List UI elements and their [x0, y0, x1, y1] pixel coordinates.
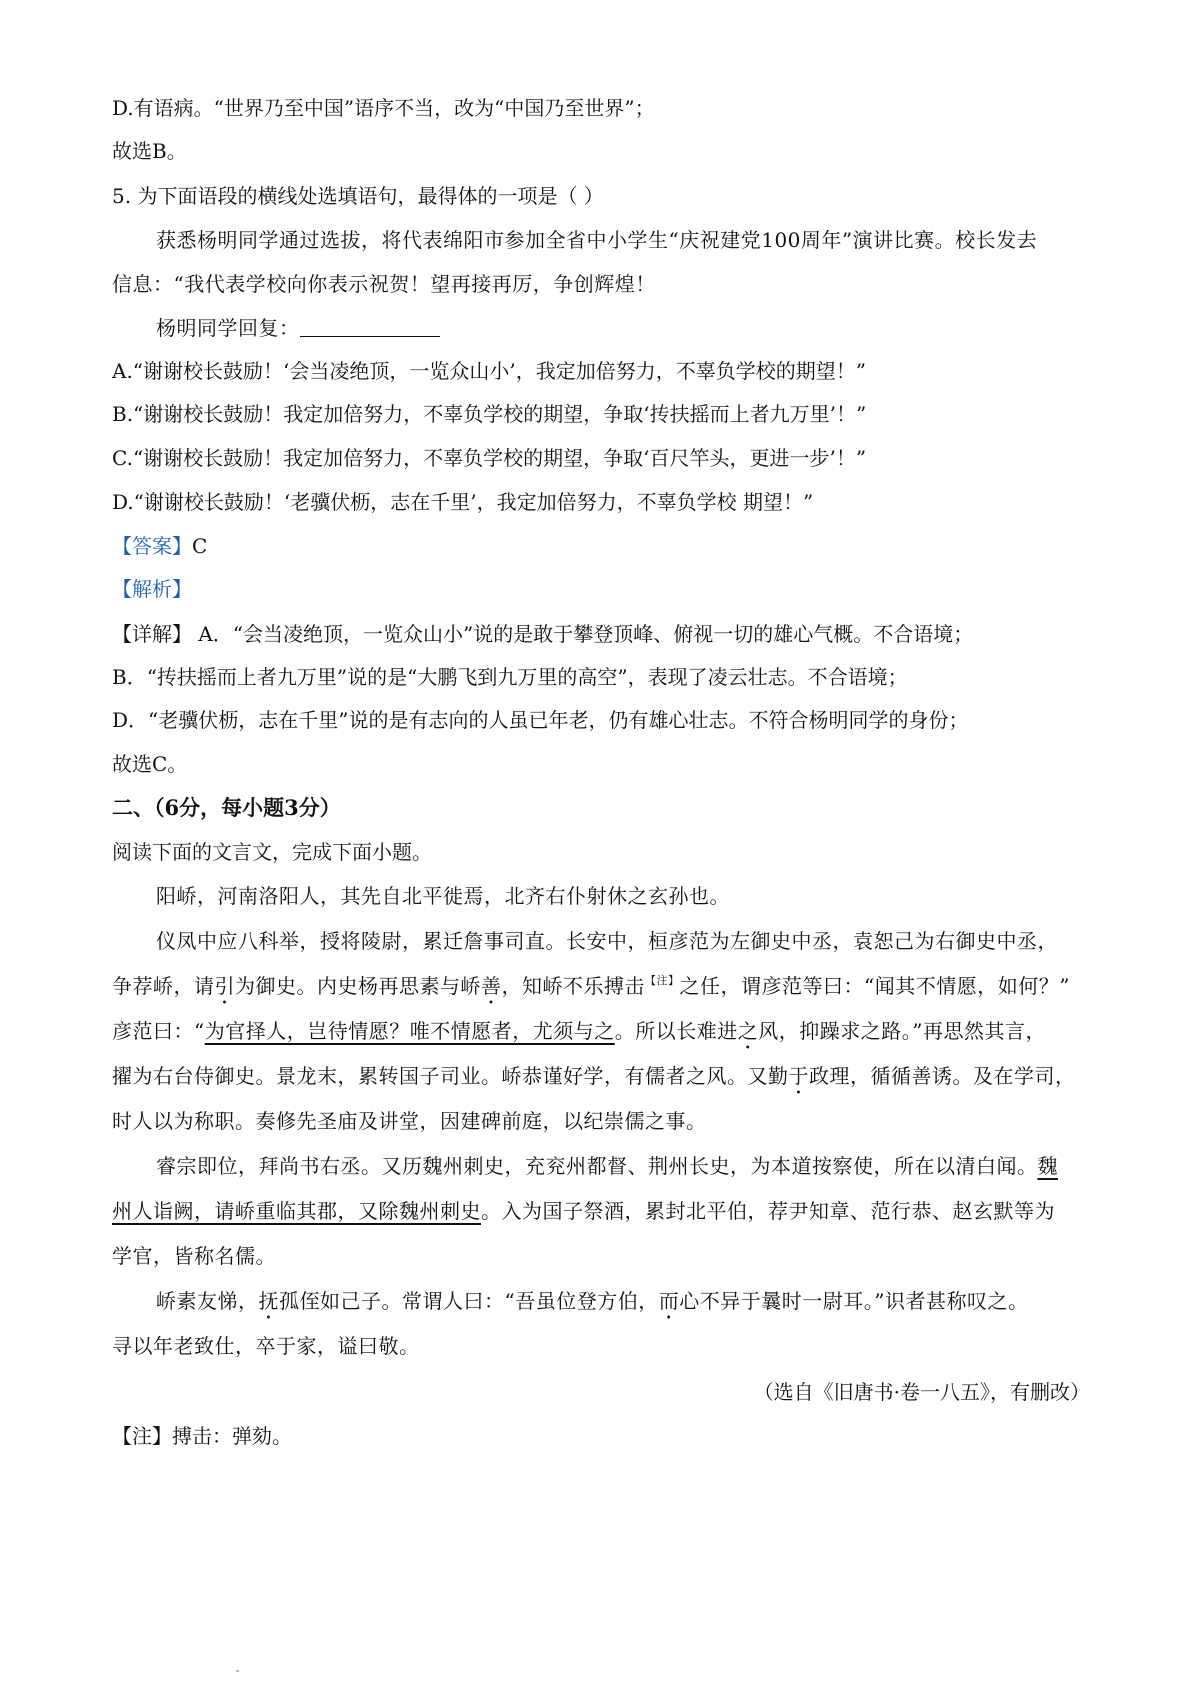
prev-answer-option-d: D.有语病。“世界乃至中国”语序不当，改为“中国乃至世界”；	[112, 96, 655, 120]
classical-p3-line-2	[112, 1197, 1055, 1225]
classical-p2-line-4	[112, 1062, 1076, 1099]
classical-p4-line-1	[156, 1287, 1028, 1324]
text-segment: 之任，谓彦范等曰：“闻其不情愿，如何？”	[679, 974, 1070, 998]
dotted-char-shan: 善	[481, 974, 502, 998]
text-segment: 峤素友悌，	[156, 1289, 259, 1313]
footnote: 【注】搏击：弹劾。	[112, 1424, 292, 1448]
text-segment: 孤侄如己子。常谓人曰：“吾虽位登方伯，	[279, 1289, 659, 1313]
footer-mark	[236, 1670, 239, 1672]
option-d: D.“谢谢校长鼓励！‘老骥伏枥，志在千里’，我定加倍努力，不辜负学校 期望！”	[112, 490, 814, 514]
reply-label: 杨明同学回复：	[156, 316, 300, 340]
detail-a: 【详解】 A．“会当凌绝顶，一览众山小”说的是敢于攀登顶峰、俯视一切的雄心气概。不合语境；	[112, 622, 974, 646]
classical-p1: 阳峤，河南洛阳人，其先自北平徙焉，北齐右仆射休之玄孙也。	[156, 884, 730, 908]
underlined-sentence-start: 魏	[1037, 1154, 1058, 1178]
text-segment: 政理，循循善诱。及在学司，	[809, 1064, 1076, 1088]
text-segment: 睿宗即位，拜尚书右丞。又历魏州刺史，充兖州都督、荆州长史，为本道按察使，所在以清白闻。	[156, 1154, 1038, 1178]
classical-p2-line-2	[112, 972, 1070, 1009]
option-b: B.“谢谢校长鼓励！我定加倍努力，不辜负学校的期望，争取‘抟扶摇而上者九万里’！”	[112, 402, 867, 426]
classical-p2-line-1: 仪凤中应八科举，授将陵尉，累迁詹事司直。长安中，桓彦范为左御史中丞，袁恕己为右御史中丞，	[156, 929, 1058, 953]
question-5-stem: 5. 为下面语段的横线处选填语句，最得体的一项是（ ）	[112, 184, 604, 208]
note-marker: 【注】	[645, 974, 680, 987]
dotted-char-er: 而	[658, 1289, 680, 1313]
text-segment: 擢为右台侍御史。景龙末，累转国子司业。峤恭谨好学，有儒者之风。又勤	[112, 1064, 789, 1088]
question-5-reply	[156, 314, 440, 342]
text-segment: 争荐峤，请	[112, 974, 215, 998]
option-c: C.“谢谢校长鼓励！我定加倍努力，不辜负学校的期望，争取‘百尺竿头，更进一步’！”	[112, 446, 867, 470]
dotted-char-zhi: 之	[737, 1019, 759, 1043]
text-segment: ，知峤不乐搏击	[501, 974, 645, 998]
dotted-char-fu: 抚	[258, 1289, 279, 1313]
prev-answer-conclusion: 故选B。	[112, 139, 187, 163]
reply-blank	[300, 318, 440, 337]
section-2-heading: 二、（6分，每小题3分）	[112, 795, 341, 820]
classical-p2-line-3	[112, 1017, 1046, 1054]
answer-tag: 【答案】	[112, 534, 192, 558]
classical-p4-line-2: 寻以年老致仕，卒于家，谥曰敬。	[112, 1334, 420, 1358]
classical-p3-line-3: 学官，皆称名儒。	[112, 1244, 276, 1268]
classical-p3-line-1	[156, 1152, 1058, 1180]
option-a: A.“谢谢校长鼓励！‘会当凌绝顶，一览众山小’，我定加倍努力，不辜负学校的期望！”	[112, 359, 866, 383]
text-segment: 。入为国子祭酒，累封北平伯，荐尹知章、范行恭、赵玄默等为	[481, 1199, 1055, 1223]
answer-value: C	[192, 534, 208, 558]
question-5-passage-line-2: 信息：“我代表学校向你表示祝贺！望再接再厉，争创辉煌！	[112, 272, 656, 296]
underlined-sentence: 为官择人，岂待情愿？唯不情愿者，尤须与之	[204, 1019, 615, 1043]
classical-p2-line-5: 时人以为称职。奏修先圣庙及讲堂，因建碑前庭，以纪崇儒之事。	[112, 1109, 707, 1133]
dotted-char-yu: 于	[788, 1064, 809, 1088]
text-segment: 彦范曰：“	[112, 1019, 205, 1043]
analysis-tag: 【解析】	[112, 577, 192, 601]
text-segment: 。所以长难进	[614, 1019, 738, 1043]
answer-line	[112, 532, 207, 560]
question-5-passage-line-1: 获悉杨明同学通过选拔，将代表绵阳市参加全省中小学生“庆祝建党100周年”演讲比赛。校长发去	[156, 228, 1038, 252]
section-2-instruction: 阅读下面的文言文，完成下面小题。	[112, 840, 432, 864]
detail-d: D．“老骥伏枥，志在千里”说的是有志向的人虽已年老，仍有雄心壮志。不符合杨明同学的身份；	[112, 708, 969, 732]
dotted-char-yin: 引	[214, 974, 235, 998]
detail-b: B．“抟扶摇而上者九万里”说的是“大鹏飞到九万里的高空”，表现了凌云壮志。不合语境；	[112, 665, 908, 689]
underlined-sentence-end: 州人诣阙，请峤重临其郡，又除魏州刺史	[112, 1199, 481, 1223]
detail-conclusion: 故选C。	[112, 752, 188, 776]
text-segment: 心不异于曩时一尉耳。”识者甚称叹之。	[679, 1289, 1029, 1313]
text-segment: 为御史。内史杨再思素与峤	[235, 974, 481, 998]
source-citation: （选自《旧唐书·卷一八五》，有删改）	[753, 1380, 1090, 1404]
text-segment: 风，抑躁求之路。”再思然其言，	[758, 1019, 1046, 1043]
